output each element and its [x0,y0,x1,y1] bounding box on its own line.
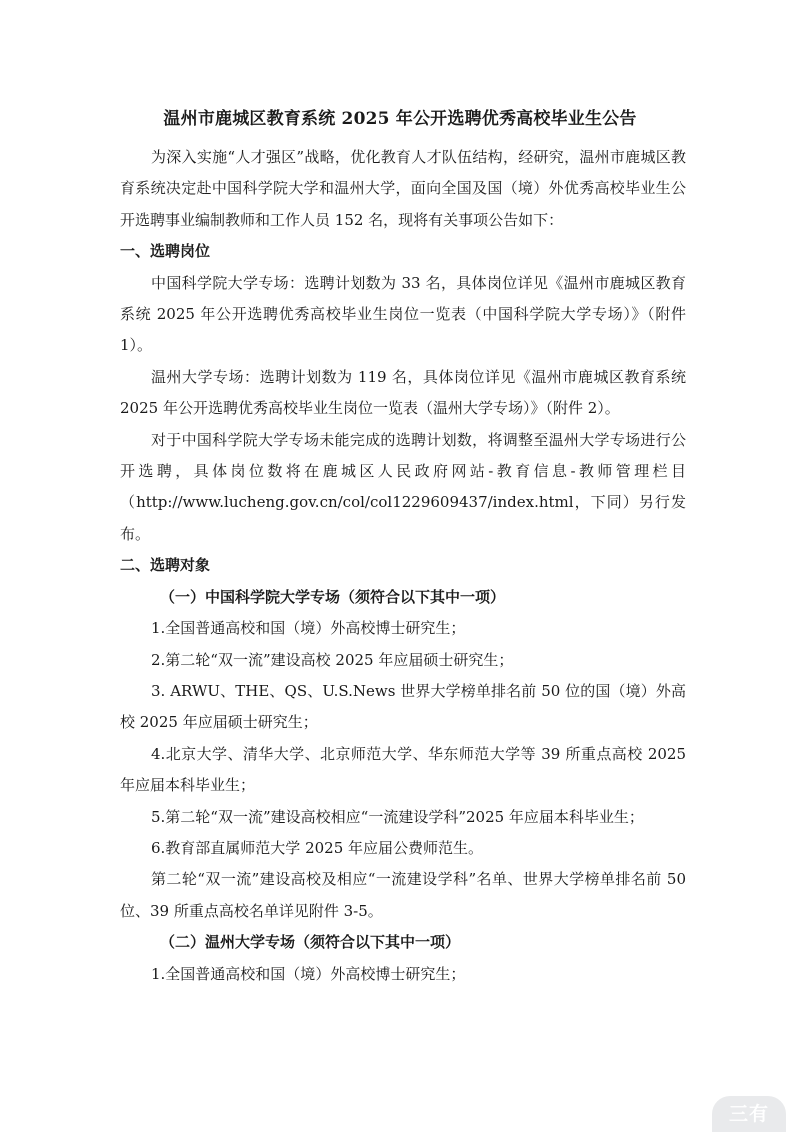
document-body [120,142,686,990]
list-item: 3. ARWU、THE、QS、U.S.News 世界大学榜单排名前 50 位的国（境）外高校 2025 年应届硕士研究生； [120,681,686,732]
page-title: 温州市鹿城区教育系统 2025 年公开选聘优秀高校毕业生公告 [163,109,637,129]
section-heading-targets: 二、选聘对象 [120,556,211,575]
watermark-logo: 三有 [712,1096,786,1132]
intro-paragraph: 为深入实施“人才强区”战略，优化教育人才队伍结构，经研究，温州市鹿城区教育系统决定赴中国科学院大学和温州大学，面向全国及国（境）外优秀高校毕业生公开选聘事业编制教师和工作人员 152 名，现将有关事项公告如下： [120,148,686,229]
list-item: 1.全国普通高校和国（境）外高校博士研究生； [151,964,466,983]
paragraph-cas-session: 中国科学院大学专场：选聘计划数为 33 名，具体岗位详见《温州市鹿城区教育系统 2025 年公开选聘优秀高校毕业生岗位一览表（中国科学院大学专场）》（附件 1）。 [120,273,686,355]
note-paragraph: 第二轮“双一流”建设高校及相应“一流建设学科”名单、世界大学榜单排名前 50 位、39 所重点高校名单详见附件 3-5。 [120,870,686,920]
list-item: 4.北京大学、清华大学、北京师范大学、华东师范大学等 39 所重点高校 2025 年应届本科毕业生； [120,744,686,795]
list-item: 5.第二轮“双一流”建设高校相应“一流建设学科”2025 年应届本科毕业生； [151,807,644,826]
section-heading-positions: 一、选聘岗位 [120,242,211,261]
list-item: 1.全国普通高校和国（境）外高校博士研究生； [151,619,466,638]
list-item: 6.教育部直属师范大学 2025 年应届公费师范生。 [151,838,484,857]
list-item: 2.第二轮“双一流”建设高校 2025 年应届硕士研究生； [151,650,514,669]
paragraph-wzu-session: 温州大学专场：选聘计划数为 119 名，具体岗位详见《温州市鹿城区教育系统 2025 年公开选聘优秀高校毕业生岗位一览表（温州大学专场）》（附件 2）。 [120,367,686,418]
subheading-wzu: （二）温州大学专场（须符合以下其中一项） [160,933,461,952]
subheading-cas: （一）中国科学院大学专场（须符合以下其中一项） [160,587,506,606]
paragraph-adjustment: 对于中国科学院大学专场未能完成的选聘计划数，将调整至温州大学专场进行公开选聘，具体岗位数将在鹿城区人民政府网站-教育信息-教师管理栏目（http://www.lucheng.gov.cn/col/col1229609437/index.html，下同）另行发布。 [120,430,686,543]
